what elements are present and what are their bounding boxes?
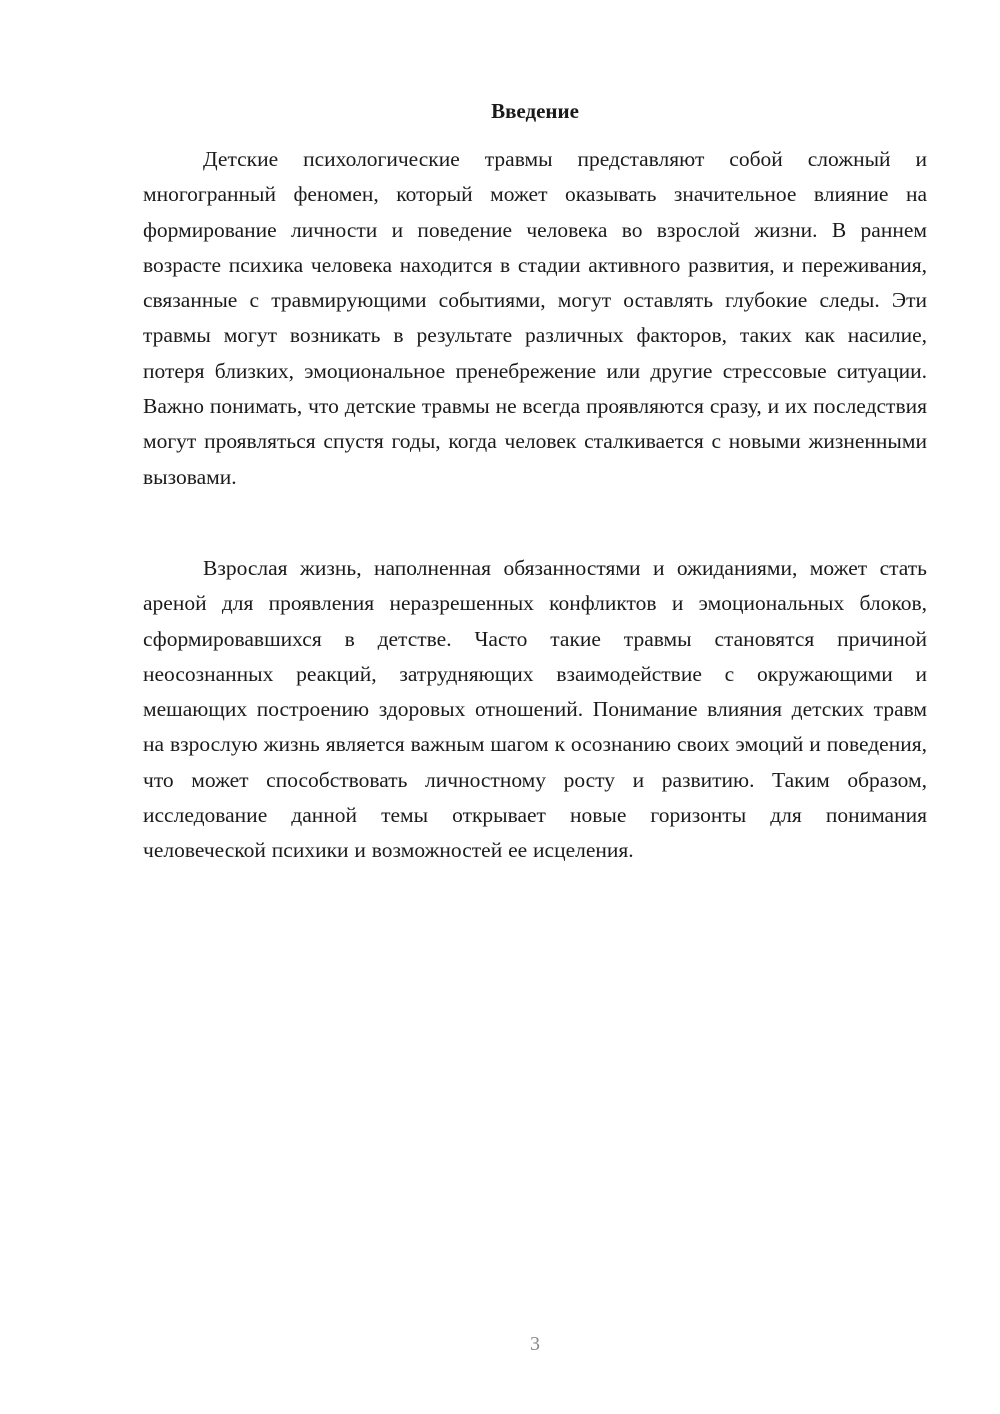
page-number: 3 [530,1333,540,1355]
paragraph-2: Взрослая жизнь, наполненная обязанностями и ожиданиями, может стать ареной для проявления неразрешенных конфликтов и эмоциональных блоков, сформировавшихся в детстве. Часто такие травмы становятся причиной неосознанных реакций, затрудняющих взаимодействие с окружающими и мешающих построению здоровых отношений. Понимание влияния детских травм на взрослую жизнь является важным шагом к осознанию своих эмоций и поведения, что может способствовать личностному росту и развитию. Таким образом, исследование данной темы открывает новые горизонты для понимания человеческой психики и возможностей ее исцеления. [143,556,927,863]
paragraph-1: Детские психологические травмы представляют собой сложный и многогранный феномен, который может оказывать значительное влияние на формирование личности и поведение человека во взрослой жизни. В раннем возрасте психика человека находится в стадии активного развития, и переживания, связанные с травмирующими событиями, могут оставлять глубокие следы. Эти травмы могут возникать в результате различных факторов, таких как насилие, потеря близких, эмоциональное пренебрежение или другие стрессовые ситуации. Важно понимать, что детские травмы не всегда проявляются сразу, и их последствия могут проявляться спустя годы, когда человек сталкивается с новыми жизненными вызовами. [143,147,927,489]
section-heading: Введение [491,99,579,123]
